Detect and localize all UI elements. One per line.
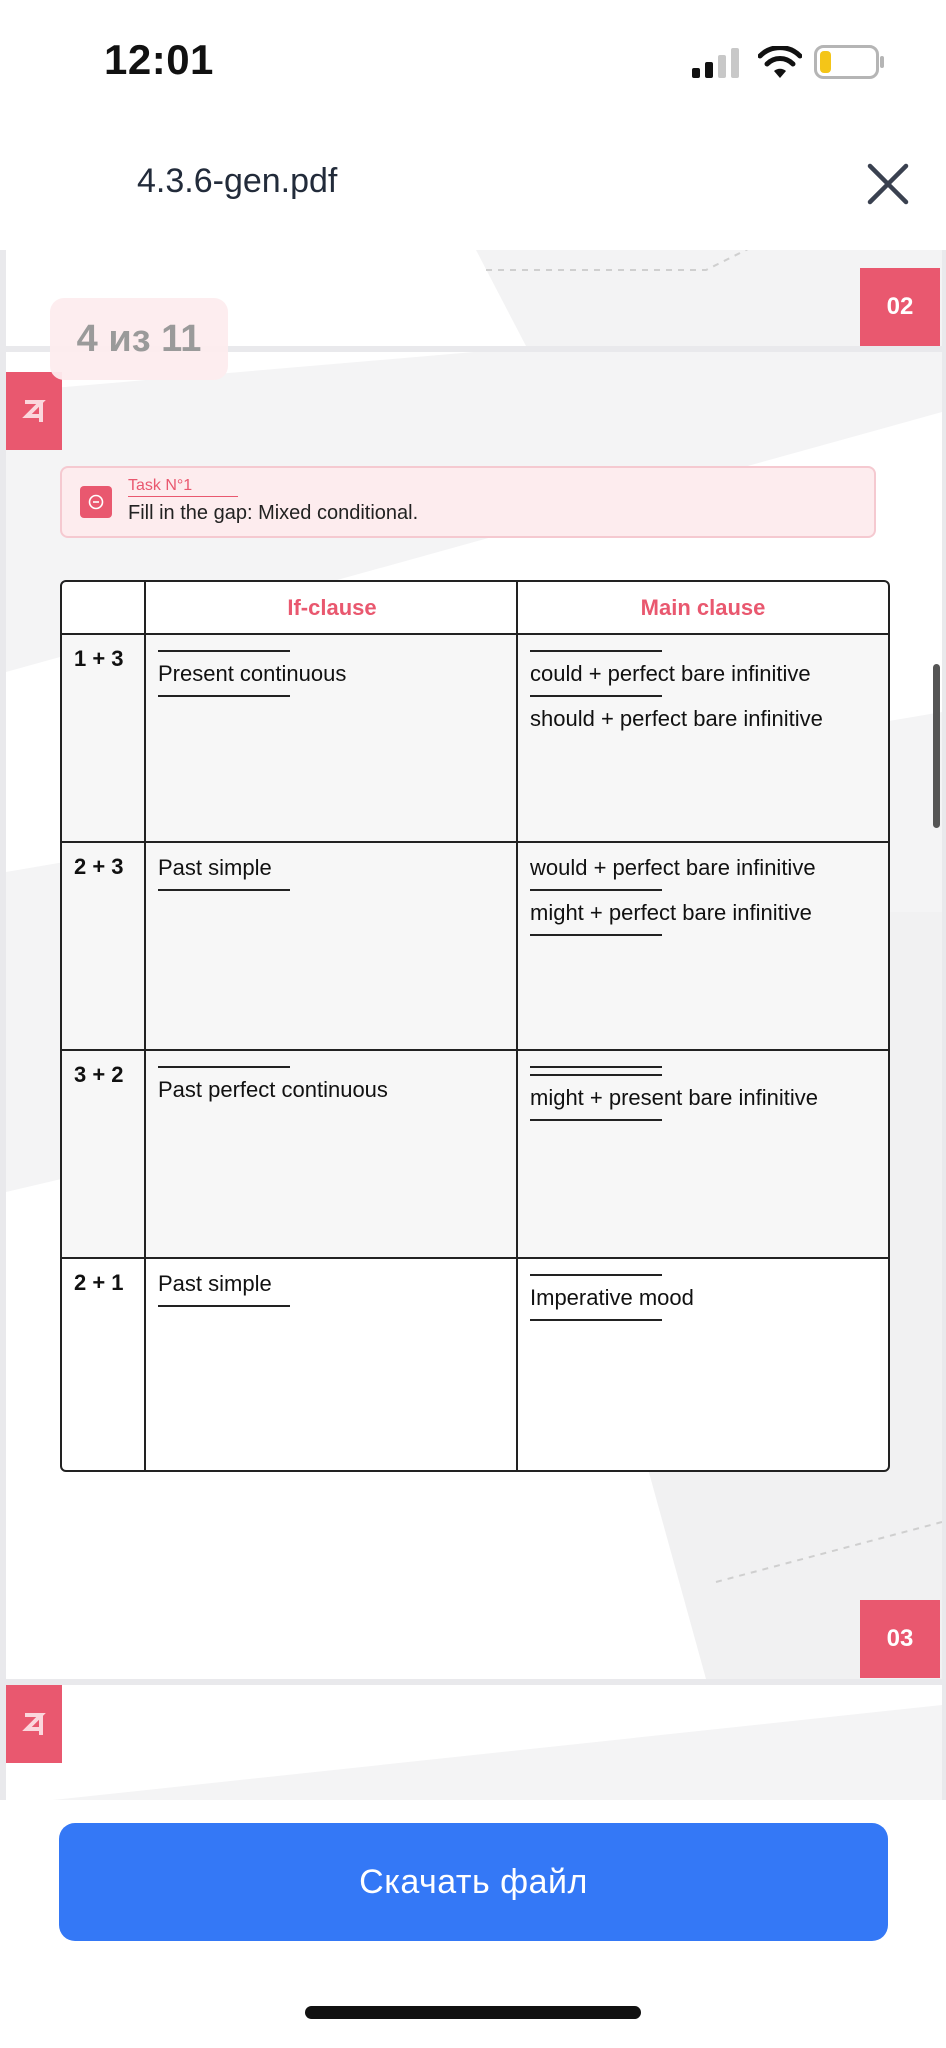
if-clause-cell xyxy=(158,1268,290,1313)
brand-side-tag xyxy=(6,1685,62,1763)
brand-logo-icon xyxy=(21,396,47,426)
grammar-table xyxy=(60,580,890,1472)
blank-line xyxy=(158,1066,290,1068)
page-number-badge xyxy=(860,268,940,346)
scrollbar-thumb[interactable] xyxy=(933,664,940,828)
file-title: 4.3.6-gen.pdf xyxy=(137,162,338,200)
page-counter-text: 4 из 11 xyxy=(76,317,202,360)
battery-icon xyxy=(814,45,886,79)
blank-line xyxy=(530,889,662,891)
table-divider xyxy=(62,1257,888,1259)
main-clause-cell xyxy=(530,644,870,734)
row-number: 2 + 3 xyxy=(74,854,124,879)
blank-line xyxy=(530,1274,662,1276)
clause-text: Past perfect continuous xyxy=(158,1077,388,1102)
blank-line xyxy=(530,695,662,697)
blank-line xyxy=(530,1319,662,1321)
task-banner xyxy=(60,466,876,538)
table-divider xyxy=(516,582,518,1470)
blank-line xyxy=(530,1074,662,1076)
page-number-badge xyxy=(860,1600,940,1678)
home-indicator[interactable] xyxy=(305,2006,641,2019)
task-icon xyxy=(80,486,112,518)
status-time: 12:01 xyxy=(104,36,214,83)
clause-text: might + present bare infinitive xyxy=(530,1085,818,1110)
table-divider xyxy=(62,841,888,843)
wifi-icon xyxy=(758,46,802,80)
blank-line xyxy=(158,889,290,891)
blank-line xyxy=(158,1305,290,1307)
table-divider xyxy=(144,582,146,1470)
table-divider xyxy=(62,1049,888,1051)
table-row xyxy=(62,1258,888,1470)
clause-text: would + perfect bare infinitive xyxy=(530,855,816,880)
clause-text: Past simple xyxy=(158,1271,272,1296)
clause-text: should + perfect bare infinitive xyxy=(530,706,823,731)
blank-line xyxy=(530,934,662,936)
brand-side-tag xyxy=(6,372,62,450)
close-icon[interactable] xyxy=(860,156,916,212)
table-row xyxy=(62,842,888,1050)
page-decoration xyxy=(6,1685,942,1800)
blank-line xyxy=(158,650,290,652)
download-button[interactable]: Скачать файл xyxy=(59,1823,888,1941)
column-header-main-clause: Main clause xyxy=(640,595,766,620)
page-counter xyxy=(50,298,228,380)
main-clause-cell xyxy=(530,1268,870,1327)
clause-text: Imperative mood xyxy=(530,1285,694,1310)
table-row xyxy=(62,634,888,842)
brand-logo-icon xyxy=(21,1709,47,1739)
table-row xyxy=(62,1050,888,1258)
page-number-text: 02 xyxy=(886,293,914,320)
column-header-if-clause: If-clause xyxy=(287,595,377,620)
clause-text: could + perfect bare infinitive xyxy=(530,661,811,686)
page-number-text: 03 xyxy=(886,1625,914,1652)
blank-line xyxy=(530,650,662,652)
pdf-page-next xyxy=(6,1685,942,1800)
clause-text: might + perfect bare infinitive xyxy=(530,900,812,925)
task-label: Task N°1 xyxy=(128,477,193,494)
row-number: 3 + 2 xyxy=(74,1062,124,1087)
table-divider xyxy=(62,633,888,635)
if-clause-cell xyxy=(158,1060,388,1105)
row-number: 2 + 1 xyxy=(74,1270,124,1295)
if-clause-cell xyxy=(158,852,290,897)
blank-line xyxy=(158,695,290,697)
signal-icon xyxy=(692,48,740,78)
row-number: 1 + 3 xyxy=(74,646,124,671)
blank-line xyxy=(530,1119,662,1121)
task-label-underline xyxy=(128,496,238,497)
main-clause-cell xyxy=(530,852,870,942)
clause-text: Present continuous xyxy=(158,661,347,686)
main-clause-cell xyxy=(530,1060,870,1127)
blank-line xyxy=(530,1066,662,1068)
task-instruction: Fill in the gap: Mixed conditional. xyxy=(128,502,419,524)
if-clause-cell xyxy=(158,644,346,703)
clause-text: Past simple xyxy=(158,855,272,880)
